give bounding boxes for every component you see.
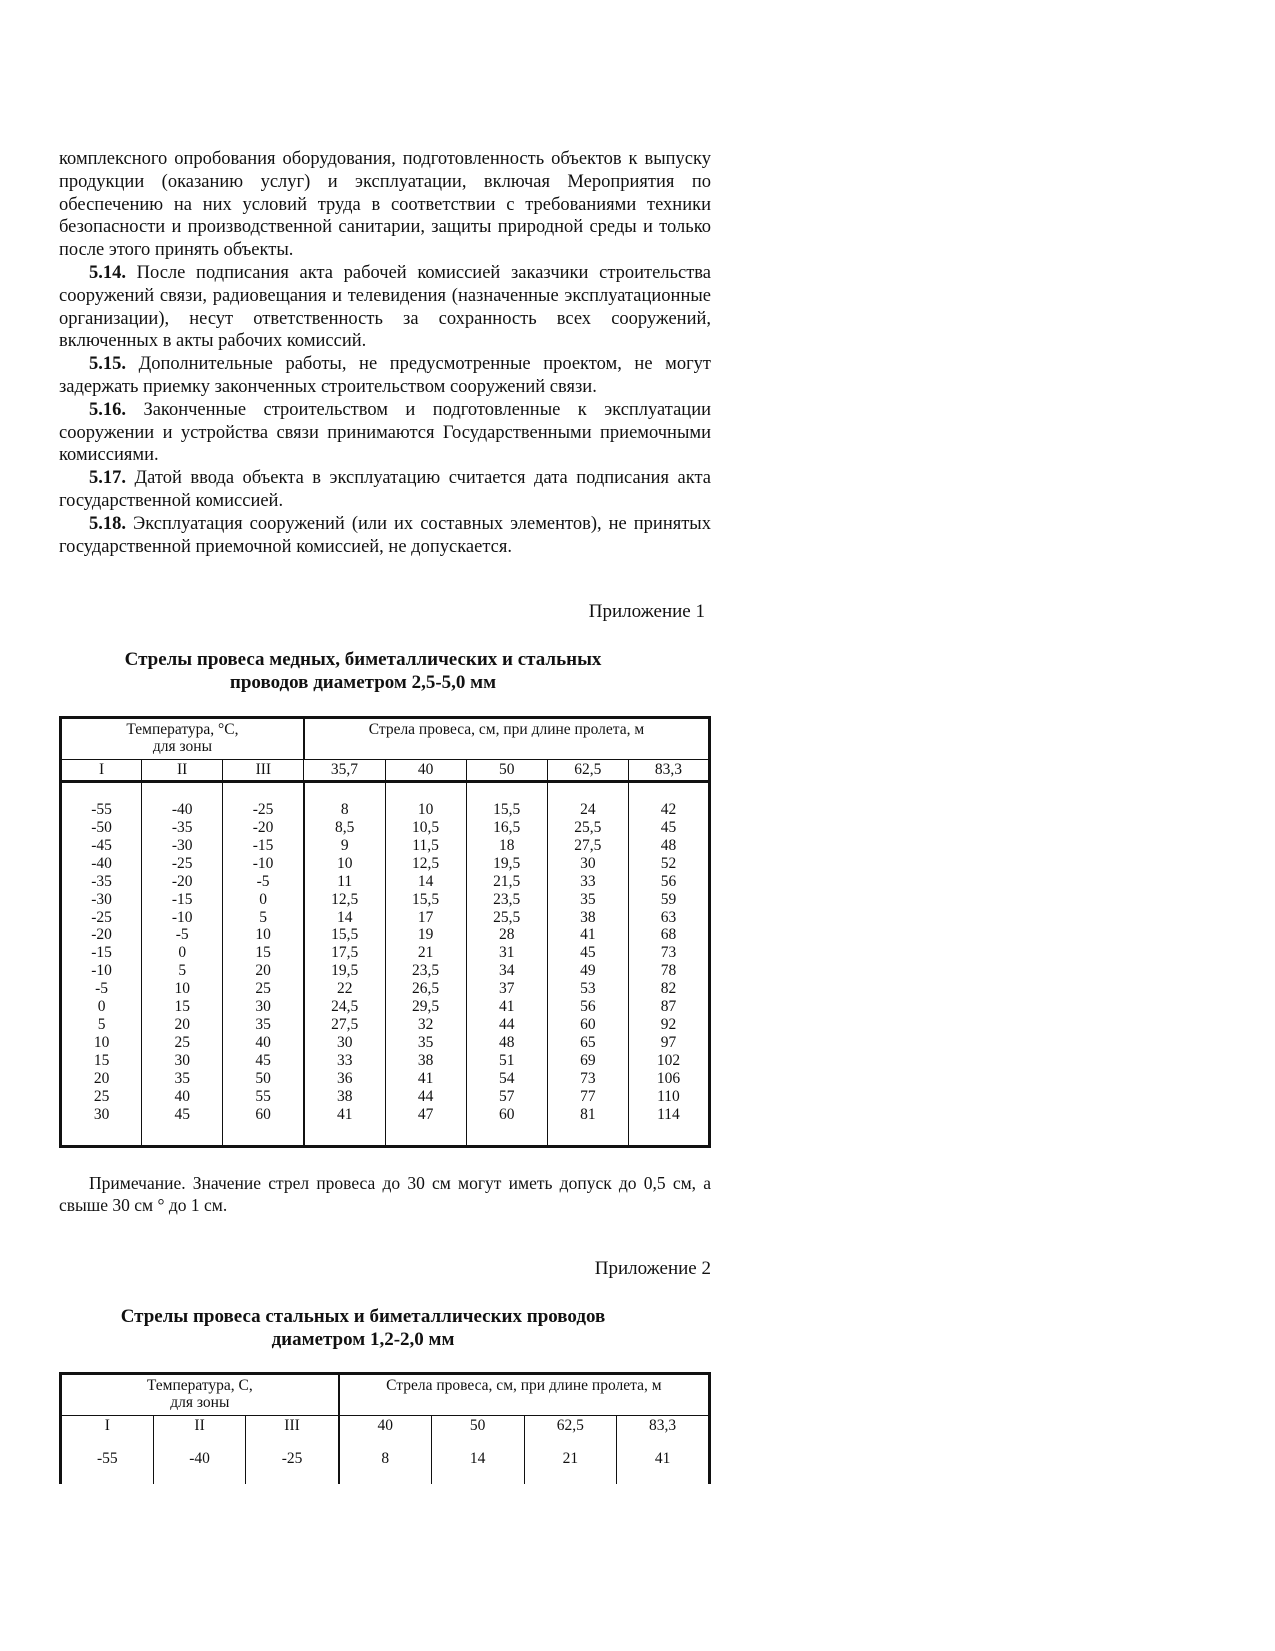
table-2-header-row [61, 1374, 710, 1416]
table-cell: 10 [255, 926, 271, 944]
table-cell: 47 [417, 1105, 434, 1123]
appendix-1-label: Приложение 1 [588, 601, 705, 623]
column-zone-1 [61, 782, 142, 1147]
table-cell: 12,5 [412, 854, 440, 872]
table-1-subheader-row [61, 760, 710, 782]
table-cell: -15 [91, 944, 112, 962]
table-cell: 19,5 [493, 854, 521, 872]
table-1-header-row [61, 718, 710, 760]
table-cell: 68 [660, 926, 677, 944]
table-cell: 9 [340, 836, 349, 854]
temperature-header: Температура, °С, для зоны [61, 718, 304, 760]
table-cell: 17,5 [331, 944, 359, 962]
table-cell: 38 [417, 1051, 434, 1069]
table-cell: 34 [498, 962, 515, 980]
table-cell: 49 [580, 962, 596, 980]
table-cell: -20 [252, 819, 274, 837]
table-cell: 5 [259, 908, 267, 926]
table-cell: -10 [252, 854, 274, 872]
table-cell: -25 [91, 908, 112, 926]
table-cell: -45 [91, 836, 112, 854]
table-cell: 25,5 [493, 908, 521, 926]
table-cell: 35 [255, 1016, 271, 1034]
sag-header: Стрела провеса, см, при длине пролета, м [339, 1374, 710, 1416]
appendix-2-title: Стрелы провеса стальных и биметаллических проводов диаметром 1,2-2,0 мм [120, 1306, 606, 1350]
table-cell: -5 [175, 926, 189, 944]
sag-table-1 [59, 716, 711, 1148]
appendix-1-note: Примечание. Значение стрел провеса до 30 см могут иметь допуск до 0,5 см, а свыше 30 см ° до 1 см. [59, 1173, 711, 1216]
table-cell: -55 [61, 1436, 154, 1484]
document-page [59, 148, 711, 1484]
column-span-50 [466, 782, 547, 1147]
table-cell: 33 [580, 872, 596, 890]
table-cell: 73 [660, 944, 677, 962]
table-cell: 23,5 [493, 890, 521, 908]
table-cell: 35 [417, 1033, 434, 1051]
col-header: 62,5 [547, 760, 628, 782]
table-cell: 21,5 [493, 872, 521, 890]
table-cell: 20 [255, 962, 271, 980]
column-span-83-3 [628, 782, 709, 1147]
table-cell: 48 [498, 1033, 515, 1051]
table-cell: 45 [174, 1105, 190, 1123]
sag-header: Стрела провеса, см, при длине пролета, м [304, 718, 710, 760]
table-cell: 12,5 [331, 890, 359, 908]
col-header: III [246, 1416, 339, 1437]
col-header: 40 [339, 1416, 432, 1437]
table-cell: -40 [171, 801, 193, 819]
col-header: 50 [431, 1416, 524, 1437]
paragraph-5-17: 5.17. Датой ввода объекта в эксплуатацию считается дата подписания акта государственной комиссией. [59, 468, 711, 511]
table-cell: 25 [255, 980, 271, 998]
paragraph-5-18: 5.18. Эксплуатация сооружений (или их составных элементов), не принятых государственной приемочной комиссией, не допускается. [59, 513, 711, 557]
paragraph-5-16: 5.16. Законченные строительством и подготовленные к эксплуатации сооружении и устройства связи принимаются Государственными приемочными комиссиями. [59, 399, 711, 466]
table-cell: 26,5 [412, 980, 440, 998]
table-cell: 18 [498, 836, 515, 854]
table-cell: -20 [171, 872, 193, 890]
table-cell: 31 [498, 944, 515, 962]
table-cell: 24 [580, 801, 596, 819]
table-cell: 27,5 [331, 1016, 359, 1034]
table-cell: 8 [339, 1436, 432, 1484]
table-cell: 24,5 [331, 998, 359, 1016]
table-cell: 21 [417, 944, 434, 962]
table-cell: 40 [174, 1087, 190, 1105]
table-cell: 54 [498, 1069, 515, 1087]
table-1-body [61, 782, 710, 1147]
table-cell: 14 [431, 1436, 524, 1484]
table-2-subheader-row [61, 1416, 710, 1437]
table-cell: 30 [174, 1051, 190, 1069]
table-cell: -10 [91, 962, 112, 980]
table-cell: 59 [660, 890, 677, 908]
table-cell: 38 [580, 908, 596, 926]
table-cell: 10 [336, 854, 353, 872]
table-cell: 41 [498, 998, 515, 1016]
table-cell: 14 [336, 908, 353, 926]
table-cell: 10 [93, 1033, 110, 1051]
col-header: II [142, 760, 223, 782]
table-cell: 29,5 [412, 998, 440, 1016]
table-cell: 25,5 [574, 819, 602, 837]
table-cell: 77 [580, 1087, 596, 1105]
table-cell: 114 [657, 1105, 680, 1123]
table-cell: 8,5 [335, 819, 355, 837]
table-cell: 92 [660, 1016, 677, 1034]
table-row [61, 1436, 710, 1484]
table-cell: 36 [336, 1069, 353, 1087]
table-cell: 42 [660, 801, 677, 819]
table-cell: -30 [91, 890, 112, 908]
table-cell: 5 [178, 962, 187, 980]
table-cell: 0 [97, 998, 106, 1016]
table-cell: 63 [660, 908, 677, 926]
table-cell: 15,5 [331, 926, 359, 944]
table-cell: 78 [660, 962, 677, 980]
table-cell: 15,5 [493, 801, 521, 819]
appendix-2-label: Приложение 2 [594, 1258, 711, 1280]
table-cell: 30 [255, 998, 271, 1016]
table-cell: 102 [656, 1051, 681, 1069]
table-cell: -15 [252, 836, 274, 854]
table-cell: 55 [255, 1087, 271, 1105]
table-cell: 41 [336, 1105, 353, 1123]
col-header: 83,3 [649, 1417, 677, 1435]
table-cell: -50 [91, 819, 112, 837]
table-cell: 82 [660, 980, 677, 998]
table-cell: -35 [91, 872, 112, 890]
table-cell: -5 [256, 872, 270, 890]
table-cell: 20 [174, 1016, 190, 1034]
table-cell: 23,5 [412, 962, 440, 980]
table-cell: -55 [91, 801, 112, 819]
table-cell: 19 [417, 926, 434, 944]
table-cell: -40 [91, 854, 112, 872]
table-cell: -25 [252, 801, 274, 819]
table-cell: -20 [91, 926, 112, 944]
table-cell: 35 [580, 890, 596, 908]
table-cell: 28 [498, 926, 515, 944]
table-cell: 30 [336, 1033, 353, 1051]
column-zone-2 [142, 782, 223, 1147]
table-cell: 33 [336, 1051, 353, 1069]
table-cell: 17 [417, 908, 434, 926]
table-cell: 48 [660, 836, 677, 854]
table-cell: 10,5 [412, 819, 440, 837]
paragraph-intro: комплексного опробования оборудования, подготовленность объектов к выпуску продукции (оказанию услуг) и эксплуатации, включая Мероприятия по обеспечению на них условий труда в соответствии с требованиями техники безопасности и производственной санитарии, защиты природной среды и только после этого принять объекты. [59, 149, 711, 261]
col-header: I [61, 1416, 154, 1437]
table-cell: 56 [660, 872, 677, 890]
table-cell: 81 [580, 1105, 596, 1123]
table-cell: 50 [255, 1069, 271, 1087]
table-cell: 45 [660, 819, 677, 837]
table-cell: 25 [93, 1087, 110, 1105]
table-cell: 73 [580, 1069, 596, 1087]
col-header: II [153, 1416, 246, 1437]
table-cell: 15 [174, 998, 190, 1016]
table-cell: 0 [259, 890, 267, 908]
paragraph-5-15: 5.15. Дополнительные работы, не предусмотренные проектом, не могут задержать приемку законченных строительством сооружений связи. [59, 354, 711, 397]
table-cell: -10 [171, 908, 193, 926]
table-cell: 21 [524, 1436, 617, 1484]
table-cell: 37 [498, 980, 515, 998]
column-span-62-5 [547, 782, 628, 1147]
table-cell: 110 [657, 1087, 680, 1105]
table-cell: 25 [174, 1033, 190, 1051]
appendix-1-title: Стрелы провеса медных, биметаллических и стальных проводов диаметром 2,5-5,0 мм [124, 649, 602, 693]
table-cell: 11,5 [412, 836, 439, 854]
column-span-35-7 [304, 782, 385, 1147]
table-cell: 69 [580, 1051, 596, 1069]
table-cell: 16,5 [493, 819, 521, 837]
table-cell: 65 [580, 1033, 596, 1051]
table-cell: -15 [171, 890, 193, 908]
table-cell: 15 [93, 1051, 110, 1069]
column-zone-3 [223, 782, 304, 1147]
table-cell: 27,5 [574, 836, 602, 854]
table-cell: 60 [580, 1016, 596, 1034]
table-cell: 51 [498, 1051, 515, 1069]
table-cell: 15,5 [412, 890, 440, 908]
table-cell: 38 [336, 1087, 353, 1105]
table-cell: -5 [95, 980, 109, 998]
col-header: I [61, 760, 142, 782]
table-cell: 19,5 [331, 962, 359, 980]
table-cell: 8 [340, 801, 349, 819]
table-cell: -25 [246, 1436, 339, 1484]
table-cell: 60 [498, 1105, 515, 1123]
table-cell: 57 [498, 1087, 515, 1105]
table-cell: 41 [580, 926, 596, 944]
table-cell: 56 [580, 998, 596, 1016]
table-cell: 97 [660, 1033, 677, 1051]
table-cell: 14 [417, 872, 434, 890]
table-cell: 5 [97, 1016, 106, 1034]
paragraph-5-14: 5.14. После подписания акта рабочей комиссией заказчики строительства сооружений связи, радиовещания и телевидения (назначенные эксплуатационные организации), несут ответственность за сохранность всех сооружений, включенных в акты рабочих комиссий. [59, 262, 711, 352]
col-header: 40 [385, 760, 466, 782]
table-cell: 53 [580, 980, 596, 998]
table-cell: 30 [580, 854, 596, 872]
table-cell: 44 [417, 1087, 434, 1105]
temperature-header: Температура, С, для зоны [61, 1374, 339, 1416]
table-cell: 35 [174, 1069, 190, 1087]
table-cell: 106 [656, 1069, 681, 1087]
column-span-40 [385, 782, 466, 1147]
table-cell: -25 [171, 854, 193, 872]
table-cell: 11 [337, 872, 353, 890]
table-cell: -30 [171, 836, 193, 854]
table-cell: 41 [417, 1069, 434, 1087]
table-cell: 45 [580, 944, 596, 962]
table-cell: 41 [654, 1450, 671, 1468]
table-cell: 0 [178, 944, 187, 962]
col-header: 83,3 [628, 760, 709, 782]
col-header: III [223, 760, 304, 782]
table-cell: 30 [93, 1105, 110, 1123]
table-cell: 22 [336, 980, 353, 998]
table-cell: 87 [660, 998, 677, 1016]
table-cell: 60 [255, 1105, 271, 1123]
table-cell: 52 [660, 854, 677, 872]
table-cell: 44 [498, 1016, 515, 1034]
sag-table-2 [59, 1372, 711, 1484]
table-cell: 40 [255, 1033, 271, 1051]
table-cell: 32 [417, 1016, 434, 1034]
table-cell: -35 [171, 819, 193, 837]
col-header: 50 [466, 760, 547, 782]
col-header: 62,5 [524, 1416, 617, 1437]
table-cell: 10 [417, 801, 434, 819]
col-header: 35,7 [304, 760, 385, 782]
table-cell: 10 [174, 980, 190, 998]
table-cell: 15 [255, 944, 271, 962]
table-cell: -40 [153, 1436, 246, 1484]
table-cell: 20 [93, 1069, 110, 1087]
table-cell: 45 [255, 1051, 271, 1069]
